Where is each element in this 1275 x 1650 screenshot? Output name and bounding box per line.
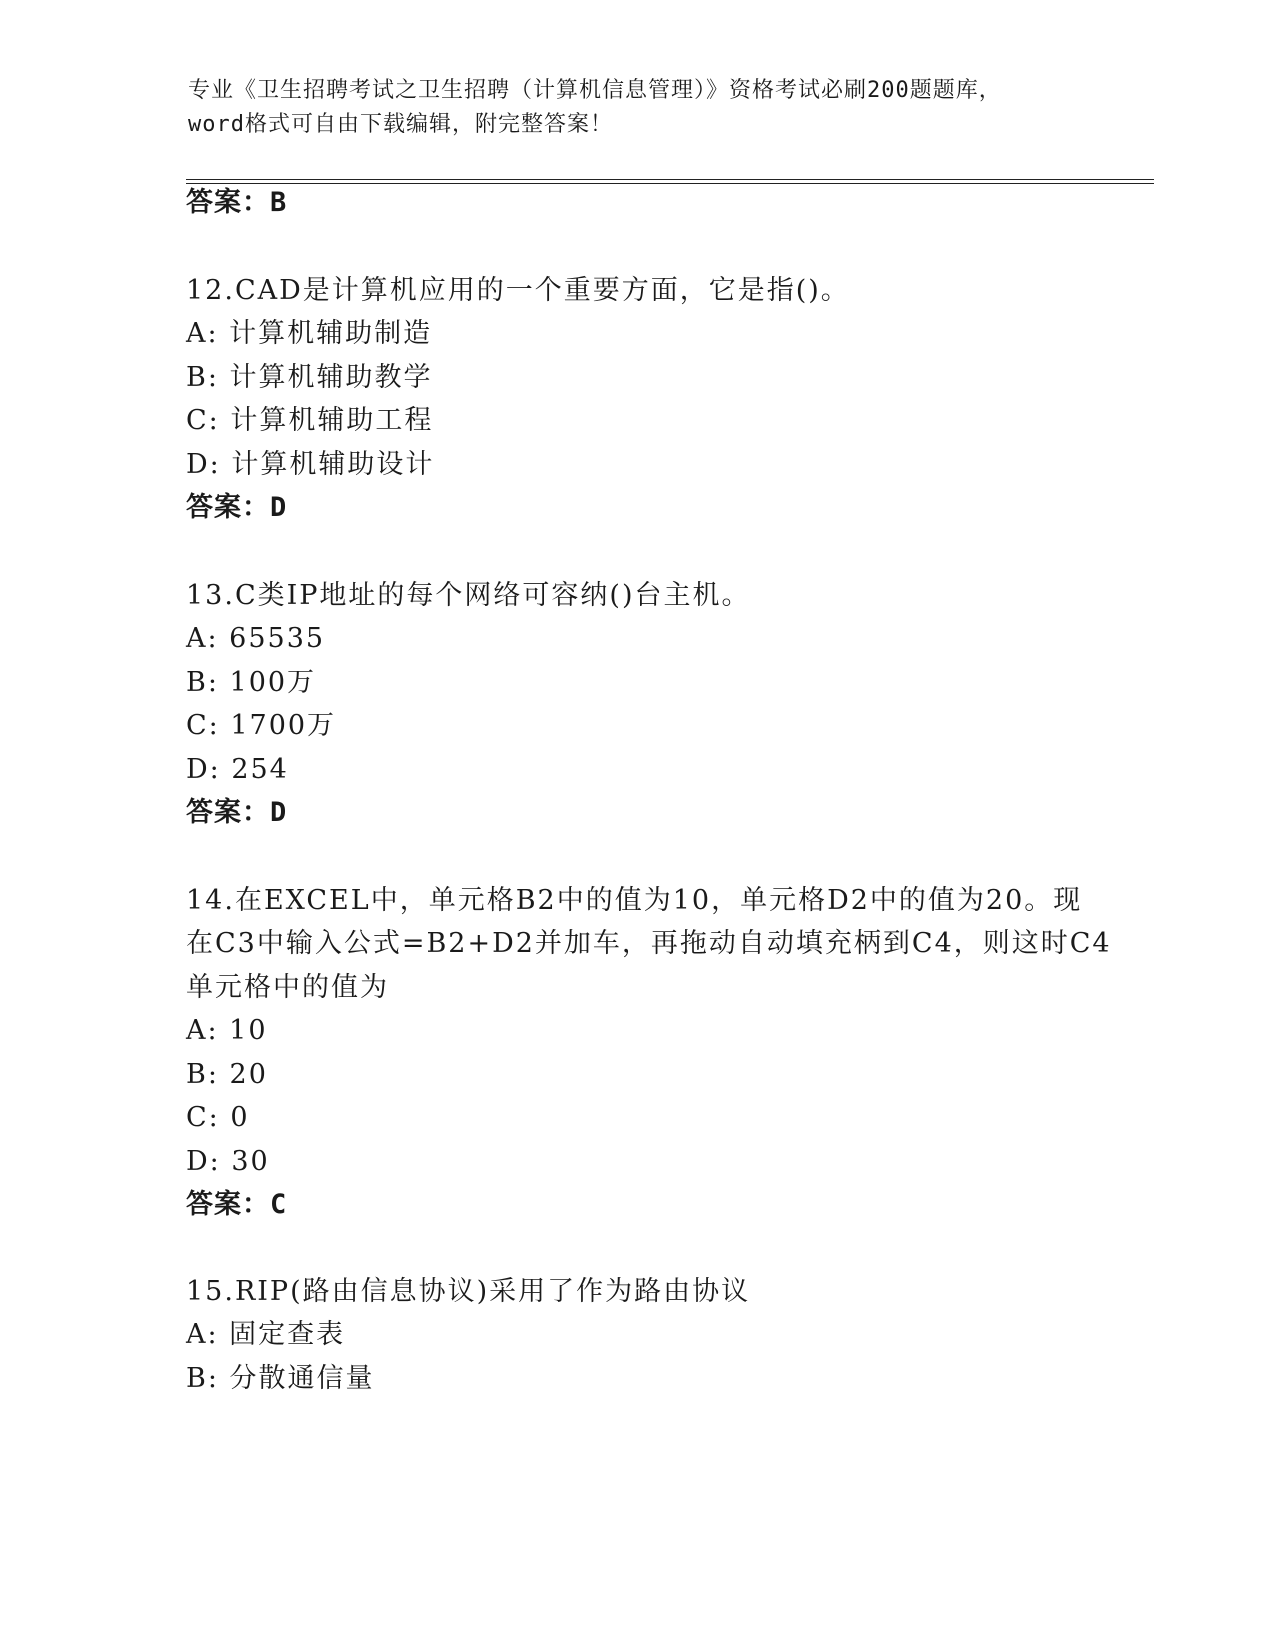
question-15-text: 15.RIP(路由信息协议)采用了作为路由协议 bbox=[186, 1276, 751, 1307]
question-12-option-a: A: 计算机辅助制造 bbox=[186, 318, 433, 349]
question-13-option-b: B: 100万 bbox=[186, 667, 317, 698]
question-13-option-d: D: 254 bbox=[186, 754, 289, 785]
question-14-answer bbox=[186, 1188, 287, 1222]
answer-value: B bbox=[270, 187, 288, 218]
question-12-text: 12.CAD是计算机应用的一个重要方面，它是指()。 bbox=[186, 275, 850, 306]
header-line-1: 专业《卫生招聘考试之卫生招聘（计算机信息管理）》资格考试必刷200题题库， bbox=[188, 78, 1002, 103]
question-14-option-a: A: 10 bbox=[186, 1015, 268, 1046]
question-14-option-c: C: 0 bbox=[186, 1102, 250, 1133]
document-header bbox=[188, 74, 1088, 142]
header-divider-top bbox=[186, 179, 1154, 180]
question-13-option-a: A: 65535 bbox=[186, 623, 326, 654]
answer-value: D bbox=[270, 797, 288, 828]
question-14-text-line-3: 单元格中的值为 bbox=[186, 972, 389, 1003]
header-divider-bottom bbox=[186, 183, 1154, 184]
question-15-option-a: A: 固定查表 bbox=[186, 1319, 346, 1350]
answer-label: 答案： bbox=[186, 797, 270, 828]
answer-previous bbox=[186, 186, 287, 220]
header-line-2: word格式可自由下载编辑，附完整答案！ bbox=[188, 112, 613, 137]
question-14-text-line-1: 14.在EXCEL中，单元格B2中的值为10，单元格D2中的值为20。现 bbox=[186, 885, 1083, 916]
answer-value: C bbox=[270, 1189, 288, 1220]
question-15-option-b: B: 分散通信量 bbox=[186, 1363, 375, 1394]
question-13-answer bbox=[186, 796, 287, 830]
question-14-option-b: B: 20 bbox=[186, 1059, 268, 1090]
question-12-option-c: C: 计算机辅助工程 bbox=[186, 405, 434, 436]
question-12-answer bbox=[186, 491, 287, 525]
question-12-option-b: B: 计算机辅助教学 bbox=[186, 362, 433, 393]
answer-value: D bbox=[270, 492, 288, 523]
answer-label: 答案： bbox=[186, 1189, 270, 1220]
question-13-text: 13.C类IP地址的每个网络可容纳()台主机。 bbox=[186, 580, 751, 611]
question-12-option-d: D: 计算机辅助设计 bbox=[186, 449, 435, 480]
question-14-text-line-2: 在C3中输入公式=B2+D2并加车，再拖动自动填充柄到C4，则这时C4 bbox=[186, 928, 1112, 959]
answer-label: 答案： bbox=[186, 492, 270, 523]
question-14-option-d: D: 30 bbox=[186, 1146, 270, 1177]
answer-label: 答案： bbox=[186, 187, 270, 218]
question-13-option-c: C: 1700万 bbox=[186, 710, 337, 741]
